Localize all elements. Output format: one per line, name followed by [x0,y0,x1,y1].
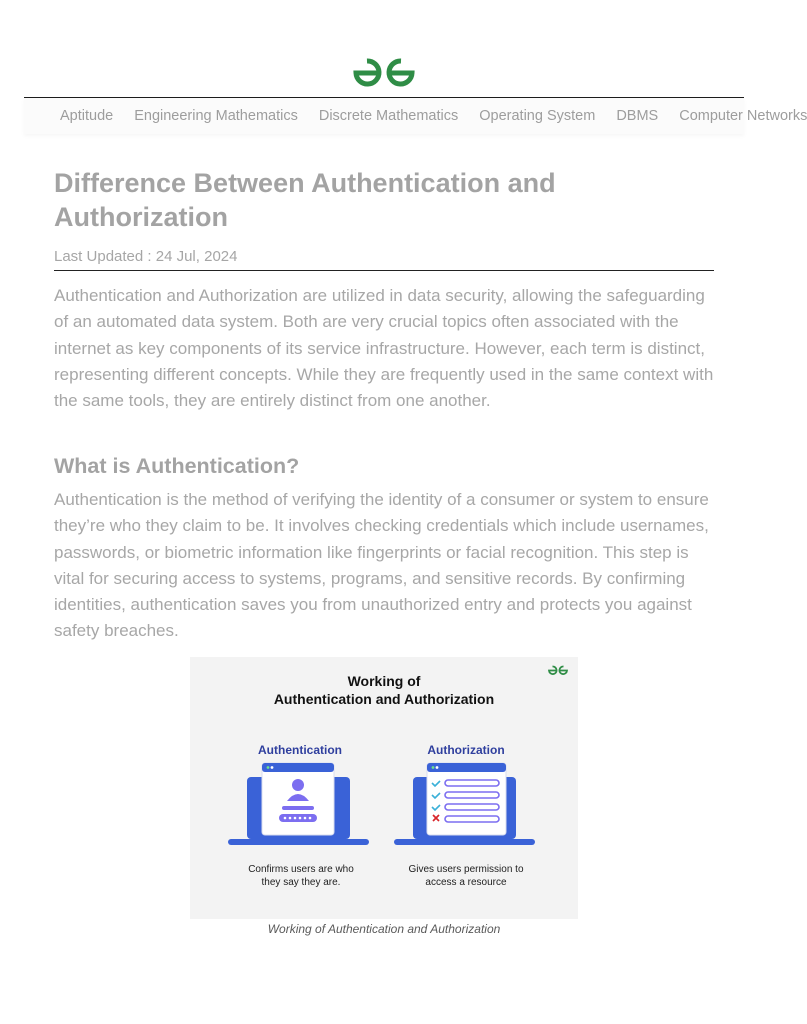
authorization-laptop-icon [394,763,535,845]
figure-left-desc-line2: they say they are. [261,877,341,888]
intro-paragraph: Authentication and Authorization are utilized in data security, allowing the safeguarding of an automated data system. Both are very crucial topics often associated with the internet as key components of its service infrastructure. However, each term is distinct, representing different concepts. While they are frequently used in the same context with the same tools, they are entirely distinct from one another. [54,286,714,411]
site-logo-wrap [0,52,768,92]
nav-item-aptitude[interactable]: Aptitude [60,108,114,124]
figure-gfg-logo-icon [549,666,567,674]
figure-right-label: Authorization [427,743,505,757]
figure-right-desc-line1: Gives users permission to [408,864,524,875]
nav-item-dbms[interactable]: DBMS [616,108,659,124]
figure-title-line2: Authentication and Authorization [273,691,495,707]
figure-title-line1: Working of [347,673,421,689]
section-heading: What is Authentication? [54,454,300,478]
title-divider [54,270,714,271]
figure-illustration [190,657,578,919]
topic-nav [24,98,807,134]
figure-right-desc-line2: access a resource [425,877,507,888]
figure-caption: Working of Authentication and Authorization [267,922,501,936]
figure-left-label: Authentication [258,743,342,757]
nav-item-computer-networks[interactable]: Computer Networks [679,108,807,124]
nav-item-operating-system[interactable]: Operating System [479,108,596,124]
last-updated: Last Updated : 24 Jul, 2024 [54,248,238,265]
gfg-logo-icon[interactable] [352,52,416,92]
nav-item-discrete-mathematics[interactable]: Discrete Mathematics [318,108,459,124]
article-figure[interactable] [190,657,578,919]
authentication-laptop-icon [228,763,369,845]
nav-item-engineering-mathematics[interactable]: Engineering Mathematics [134,108,298,124]
figure-left-desc-line1: Confirms users are who [248,864,354,875]
article-title: Difference Between Authentication and Authorization [54,168,556,232]
section-paragraph: Authentication is the method of verifying the identity of a consumer or system to ensure they’re who they claim to be. It involves checking credentials which include usernames, passwords, or biometric information like fingerprints or facial recognition. This step is vital for securing access to systems, programs, and sensitive records. By confirming identities, authentication saves you from unauthorized entry and protects you against safety breaches. [54,490,709,641]
